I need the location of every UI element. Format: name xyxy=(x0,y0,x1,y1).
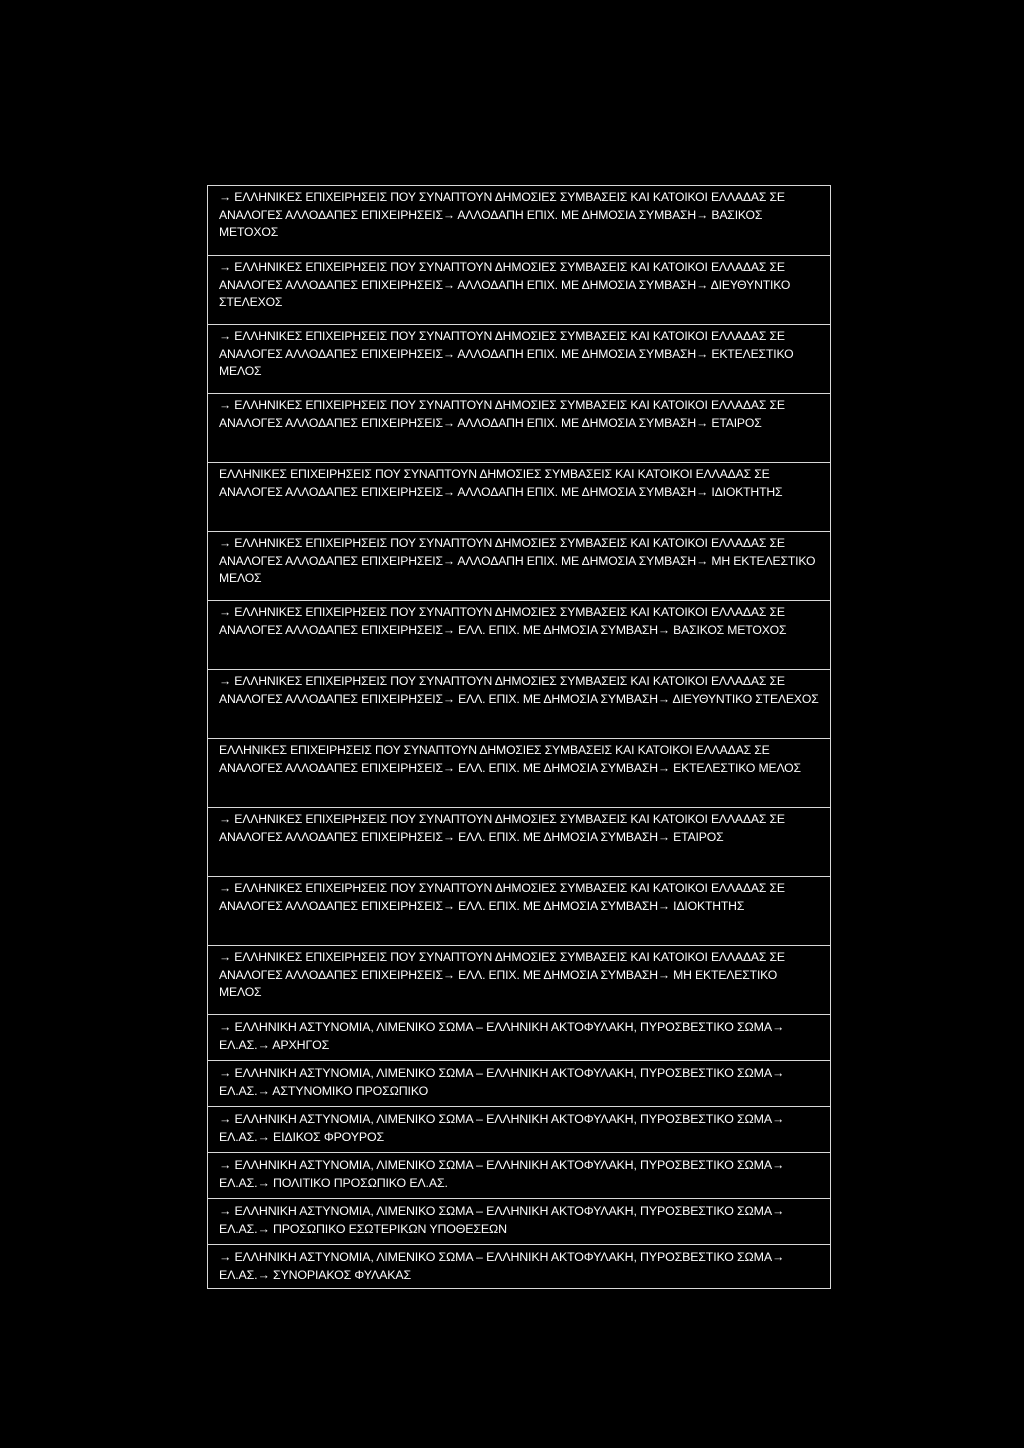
table-row: → ΕΛΛΗΝΙΚΕΣ ΕΠΙΧΕΙΡΗΣΕΙΣ ΠΟΥ ΣΥΝΑΠΤΟΥΝ ΔΗΜΟΣΙΕΣ ΣΥΜΒΑΣΕΙΣ ΚΑΙ ΚΑΤΟΙΚΟΙ ΕΛΛΑΔΑΣ ΣΕ ΑΝΑΛΟΓΕΣ ΑΛΛΟΔΑΠΕΣ ΕΠΙΧΕΙΡΗΣΕΙΣ→ ΑΛΛΟΔΑΠΗ ΕΠΙΧ. ΜΕ ΔΗΜΟΣΙΑ ΣΥΜΒΑΣΗ→ ΕΤΑΙΡΟΣ xyxy=(208,394,830,463)
table-row: → ΕΛΛΗΝΙΚΕΣ ΕΠΙΧΕΙΡΗΣΕΙΣ ΠΟΥ ΣΥΝΑΠΤΟΥΝ ΔΗΜΟΣΙΕΣ ΣΥΜΒΑΣΕΙΣ ΚΑΙ ΚΑΤΟΙΚΟΙ ΕΛΛΑΔΑΣ ΣΕ ΑΝΑΛΟΓΕΣ ΑΛΛΟΔΑΠΕΣ ΕΠΙΧΕΙΡΗΣΕΙΣ→ ΑΛΛΟΔΑΠΗ ΕΠΙΧ. ΜΕ ΔΗΜΟΣΙΑ ΣΥΜΒΑΣΗ→ ΕΚΤΕΛΕΣΤΙΚΟ ΜΕΛΟΣ xyxy=(208,325,830,394)
table-row: → ΕΛΛΗΝΙΚΕΣ ΕΠΙΧΕΙΡΗΣΕΙΣ ΠΟΥ ΣΥΝΑΠΤΟΥΝ ΔΗΜΟΣΙΕΣ ΣΥΜΒΑΣΕΙΣ ΚΑΙ ΚΑΤΟΙΚΟΙ ΕΛΛΑΔΑΣ ΣΕ ΑΝΑΛΟΓΕΣ ΑΛΛΟΔΑΠΕΣ ΕΠΙΧΕΙΡΗΣΕΙΣ→ ΑΛΛΟΔΑΠΗ ΕΠΙΧ. ΜΕ ΔΗΜΟΣΙΑ ΣΥΜΒΑΣΗ→ ΔΙΕΥΘΥΝΤΙΚΟ ΣΤΕΛΕΧΟΣ xyxy=(208,256,830,325)
table-row: ΕΛΛΗΝΙΚΕΣ ΕΠΙΧΕΙΡΗΣΕΙΣ ΠΟΥ ΣΥΝΑΠΤΟΥΝ ΔΗΜΟΣΙΕΣ ΣΥΜΒΑΣΕΙΣ ΚΑΙ ΚΑΤΟΙΚΟΙ ΕΛΛΑΔΑΣ ΣΕ ΑΝΑΛΟΓΕΣ ΑΛΛΟΔΑΠΕΣ ΕΠΙΧΕΙΡΗΣΕΙΣ→ ΕΛΛ. ΕΠΙΧ. ΜΕ ΔΗΜΟΣΙΑ ΣΥΜΒΑΣΗ→ ΕΚΤΕΛΕΣΤΙΚΟ ΜΕΛΟΣ xyxy=(208,739,830,808)
table-row: ΕΛΛΗΝΙΚΕΣ ΕΠΙΧΕΙΡΗΣΕΙΣ ΠΟΥ ΣΥΝΑΠΤΟΥΝ ΔΗΜΟΣΙΕΣ ΣΥΜΒΑΣΕΙΣ ΚΑΙ ΚΑΤΟΙΚΟΙ ΕΛΛΑΔΑΣ ΣΕ ΑΝΑΛΟΓΕΣ ΑΛΛΟΔΑΠΕΣ ΕΠΙΧΕΙΡΗΣΕΙΣ→ ΑΛΛΟΔΑΠΗ ΕΠΙΧ. ΜΕ ΔΗΜΟΣΙΑ ΣΥΜΒΑΣΗ→ ΙΔΙΟΚΤΗΤΗΣ xyxy=(208,463,830,532)
table-row: → ΕΛΛΗΝΙΚΕΣ ΕΠΙΧΕΙΡΗΣΕΙΣ ΠΟΥ ΣΥΝΑΠΤΟΥΝ ΔΗΜΟΣΙΕΣ ΣΥΜΒΑΣΕΙΣ ΚΑΙ ΚΑΤΟΙΚΟΙ ΕΛΛΑΔΑΣ ΣΕ ΑΝΑΛΟΓΕΣ ΑΛΛΟΔΑΠΕΣ ΕΠΙΧΕΙΡΗΣΕΙΣ→ ΕΛΛ. ΕΠΙΧ. ΜΕ ΔΗΜΟΣΙΑ ΣΥΜΒΑΣΗ→ ΒΑΣΙΚΟΣ ΜΕΤΟΧΟΣ xyxy=(208,601,830,670)
table-row: → ΕΛΛΗΝΙΚΕΣ ΕΠΙΧΕΙΡΗΣΕΙΣ ΠΟΥ ΣΥΝΑΠΤΟΥΝ ΔΗΜΟΣΙΕΣ ΣΥΜΒΑΣΕΙΣ ΚΑΙ ΚΑΤΟΙΚΟΙ ΕΛΛΑΔΑΣ ΣΕ ΑΝΑΛΟΓΕΣ ΑΛΛΟΔΑΠΕΣ ΕΠΙΧΕΙΡΗΣΕΙΣ→ ΑΛΛΟΔΑΠΗ ΕΠΙΧ. ΜΕ ΔΗΜΟΣΙΑ ΣΥΜΒΑΣΗ→ ΒΑΣΙΚΟΣ ΜΕΤΟΧΟΣ xyxy=(208,186,830,256)
table-row: → ΕΛΛΗΝΙΚΗ ΑΣΤΥΝΟΜΙΑ, ΛΙΜΕΝΙΚΟ ΣΩΜΑ – ΕΛΛΗΝΙΚΗ ΑΚΤΟΦΥΛΑΚΗ, ΠΥΡΟΣΒΕΣΤΙΚΟ ΣΩΜΑ→ ΕΛ.ΑΣ.→ ΠΟΛΙΤΙΚΟ ΠΡΟΣΩΠΙΚΟ ΕΛ.ΑΣ. xyxy=(208,1153,830,1199)
table-row: → ΕΛΛΗΝΙΚΕΣ ΕΠΙΧΕΙΡΗΣΕΙΣ ΠΟΥ ΣΥΝΑΠΤΟΥΝ ΔΗΜΟΣΙΕΣ ΣΥΜΒΑΣΕΙΣ ΚΑΙ ΚΑΤΟΙΚΟΙ ΕΛΛΑΔΑΣ ΣΕ ΑΝΑΛΟΓΕΣ ΑΛΛΟΔΑΠΕΣ ΕΠΙΧΕΙΡΗΣΕΙΣ→ ΑΛΛΟΔΑΠΗ ΕΠΙΧ. ΜΕ ΔΗΜΟΣΙΑ ΣΥΜΒΑΣΗ→ ΜΗ ΕΚΤΕΛΕΣΤΙΚΟ ΜΕΛΟΣ xyxy=(208,532,830,601)
table-row: → ΕΛΛΗΝΙΚΗ ΑΣΤΥΝΟΜΙΑ, ΛΙΜΕΝΙΚΟ ΣΩΜΑ – ΕΛΛΗΝΙΚΗ ΑΚΤΟΦΥΛΑΚΗ, ΠΥΡΟΣΒΕΣΤΙΚΟ ΣΩΜΑ→ ΕΛ.ΑΣ.→ ΣΥΝΟΡΙΑΚΟΣ ΦΥΛΑΚΑΣ xyxy=(208,1245,830,1289)
table-row: → ΕΛΛΗΝΙΚΗ ΑΣΤΥΝΟΜΙΑ, ΛΙΜΕΝΙΚΟ ΣΩΜΑ – ΕΛΛΗΝΙΚΗ ΑΚΤΟΦΥΛΑΚΗ, ΠΥΡΟΣΒΕΣΤΙΚΟ ΣΩΜΑ→ ΕΛ.ΑΣ.→ ΑΡΧΗΓΟΣ xyxy=(208,1015,830,1061)
table-row: → ΕΛΛΗΝΙΚΗ ΑΣΤΥΝΟΜΙΑ, ΛΙΜΕΝΙΚΟ ΣΩΜΑ – ΕΛΛΗΝΙΚΗ ΑΚΤΟΦΥΛΑΚΗ, ΠΥΡΟΣΒΕΣΤΙΚΟ ΣΩΜΑ→ ΕΛ.ΑΣ.→ ΑΣΤΥΝΟΜΙΚΟ ΠΡΟΣΩΠΙΚΟ xyxy=(208,1061,830,1107)
table-row: → ΕΛΛΗΝΙΚΗ ΑΣΤΥΝΟΜΙΑ, ΛΙΜΕΝΙΚΟ ΣΩΜΑ – ΕΛΛΗΝΙΚΗ ΑΚΤΟΦΥΛΑΚΗ, ΠΥΡΟΣΒΕΣΤΙΚΟ ΣΩΜΑ→ ΕΛ.ΑΣ.→ ΕΙΔΙΚΟΣ ΦΡΟΥΡΟΣ xyxy=(208,1107,830,1153)
table-row: → ΕΛΛΗΝΙΚΕΣ ΕΠΙΧΕΙΡΗΣΕΙΣ ΠΟΥ ΣΥΝΑΠΤΟΥΝ ΔΗΜΟΣΙΕΣ ΣΥΜΒΑΣΕΙΣ ΚΑΙ ΚΑΤΟΙΚΟΙ ΕΛΛΑΔΑΣ ΣΕ ΑΝΑΛΟΓΕΣ ΑΛΛΟΔΑΠΕΣ ΕΠΙΧΕΙΡΗΣΕΙΣ→ ΕΛΛ. ΕΠΙΧ. ΜΕ ΔΗΜΟΣΙΑ ΣΥΜΒΑΣΗ→ ΔΙΕΥΘΥΝΤΙΚΟ ΣΤΕΛΕΧΟΣ xyxy=(208,670,830,739)
table-row: → ΕΛΛΗΝΙΚΗ ΑΣΤΥΝΟΜΙΑ, ΛΙΜΕΝΙΚΟ ΣΩΜΑ – ΕΛΛΗΝΙΚΗ ΑΚΤΟΦΥΛΑΚΗ, ΠΥΡΟΣΒΕΣΤΙΚΟ ΣΩΜΑ→ ΕΛ.ΑΣ.→ ΠΡΟΣΩΠΙΚΟ ΕΣΩΤΕΡΙΚΩΝ ΥΠΟΘΕΣΕΩΝ xyxy=(208,1199,830,1245)
table-row: → ΕΛΛΗΝΙΚΕΣ ΕΠΙΧΕΙΡΗΣΕΙΣ ΠΟΥ ΣΥΝΑΠΤΟΥΝ ΔΗΜΟΣΙΕΣ ΣΥΜΒΑΣΕΙΣ ΚΑΙ ΚΑΤΟΙΚΟΙ ΕΛΛΑΔΑΣ ΣΕ ΑΝΑΛΟΓΕΣ ΑΛΛΟΔΑΠΕΣ ΕΠΙΧΕΙΡΗΣΕΙΣ→ ΕΛΛ. ΕΠΙΧ. ΜΕ ΔΗΜΟΣΙΑ ΣΥΜΒΑΣΗ→ ΜΗ ΕΚΤΕΛΕΣΤΙΚΟ ΜΕΛΟΣ xyxy=(208,946,830,1015)
table-row: → ΕΛΛΗΝΙΚΕΣ ΕΠΙΧΕΙΡΗΣΕΙΣ ΠΟΥ ΣΥΝΑΠΤΟΥΝ ΔΗΜΟΣΙΕΣ ΣΥΜΒΑΣΕΙΣ ΚΑΙ ΚΑΤΟΙΚΟΙ ΕΛΛΑΔΑΣ ΣΕ ΑΝΑΛΟΓΕΣ ΑΛΛΟΔΑΠΕΣ ΕΠΙΧΕΙΡΗΣΕΙΣ→ ΕΛΛ. ΕΠΙΧ. ΜΕ ΔΗΜΟΣΙΑ ΣΥΜΒΑΣΗ→ ΕΤΑΙΡΟΣ xyxy=(208,808,830,877)
document-table xyxy=(207,185,831,1289)
table-row: → ΕΛΛΗΝΙΚΕΣ ΕΠΙΧΕΙΡΗΣΕΙΣ ΠΟΥ ΣΥΝΑΠΤΟΥΝ ΔΗΜΟΣΙΕΣ ΣΥΜΒΑΣΕΙΣ ΚΑΙ ΚΑΤΟΙΚΟΙ ΕΛΛΑΔΑΣ ΣΕ ΑΝΑΛΟΓΕΣ ΑΛΛΟΔΑΠΕΣ ΕΠΙΧΕΙΡΗΣΕΙΣ→ ΕΛΛ. ΕΠΙΧ. ΜΕ ΔΗΜΟΣΙΑ ΣΥΜΒΑΣΗ→ ΙΔΙΟΚΤΗΤΗΣ xyxy=(208,877,830,946)
